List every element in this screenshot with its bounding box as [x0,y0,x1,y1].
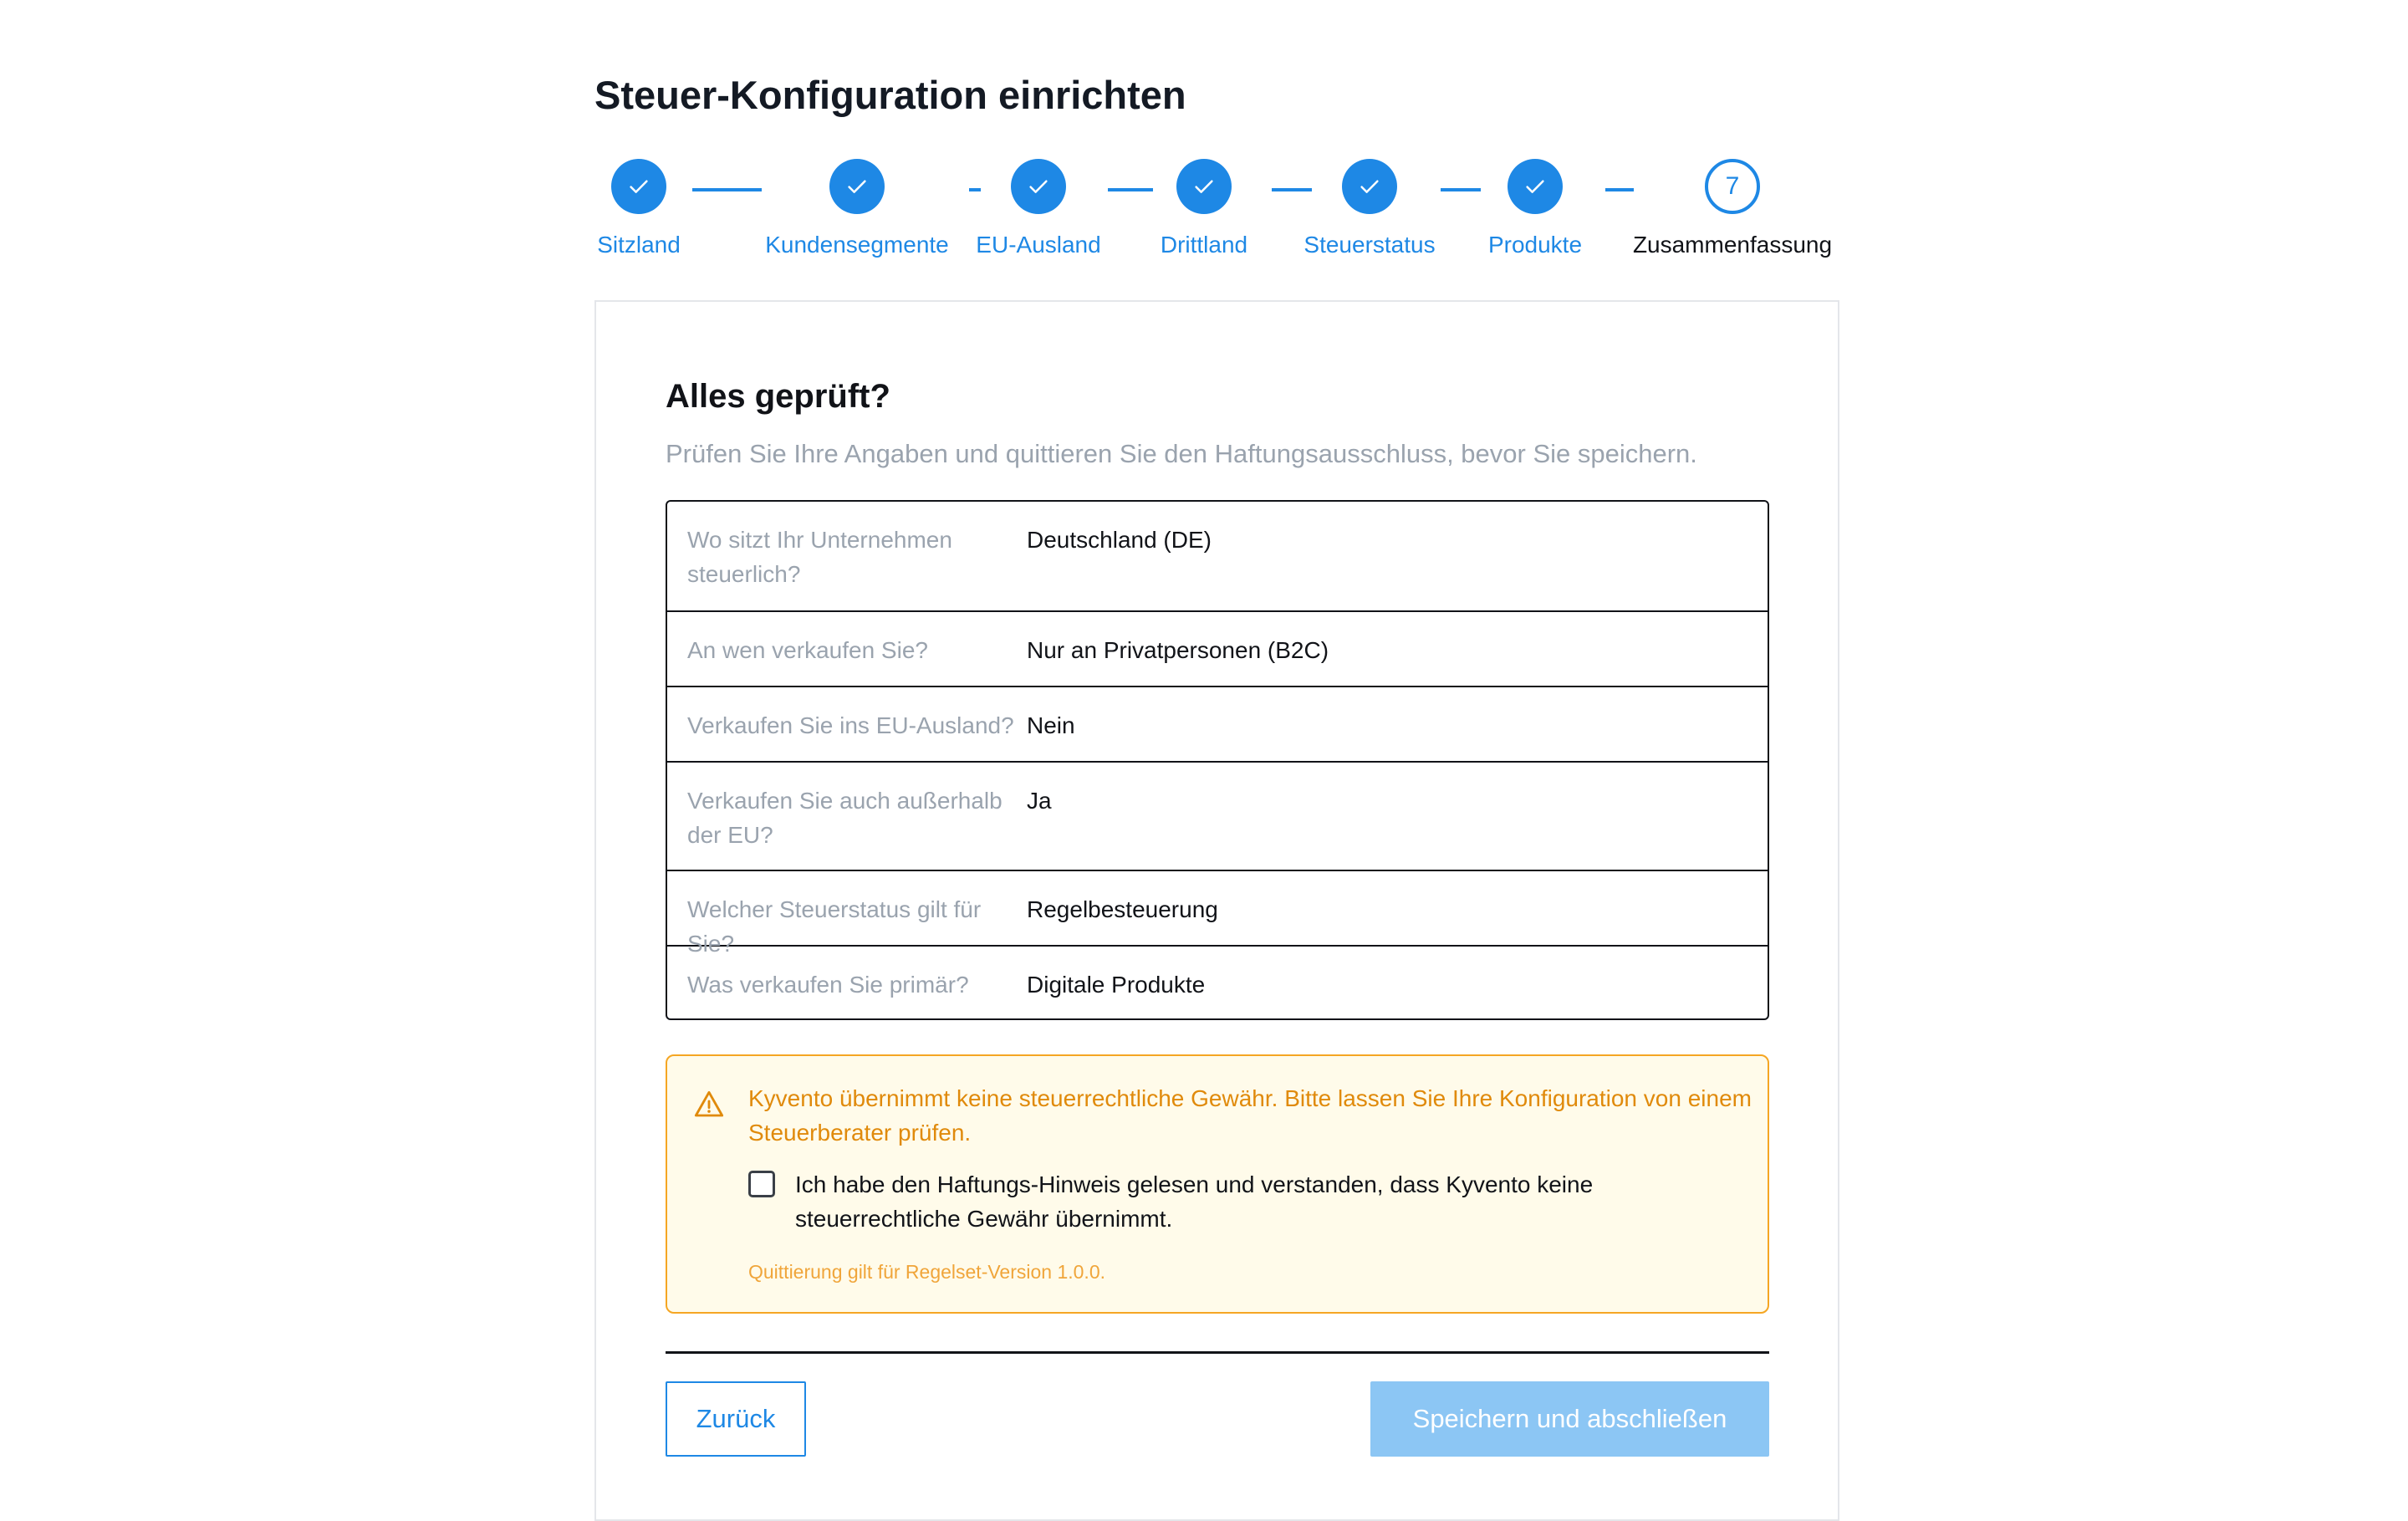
step-completed-badge [1508,159,1563,214]
check-icon [1523,174,1548,199]
warning-icon [692,1088,726,1121]
table-row [667,610,1768,686]
summary-card [594,300,1839,1521]
row-answer: Regelbesteuerung [1027,896,1218,922]
step-completed-badge [829,159,885,214]
acknowledge-checkbox[interactable] [748,1171,775,1197]
row-answer: Digitale Produkte [1027,972,1206,998]
card-title: Alles geprüft? [666,378,890,415]
progress-stepper [594,159,1840,276]
check-icon [1357,174,1382,199]
ruleset-version-note: Quittierung gilt für Regelset-Version 1.0.0. [748,1261,1106,1283]
back-button[interactable]: Zurück [666,1381,806,1457]
step-label: Kundensegmente [765,232,949,258]
step-sitzland[interactable] [522,159,756,259]
step-label: Produkte [1487,232,1583,258]
step-zusammenfassung [1615,159,1849,259]
row-answer: Ja [1027,788,1052,814]
step-label: Sitzland [597,232,681,258]
divider [666,1351,1769,1354]
row-question: An wen verkaufen Sie? [687,637,928,663]
step-label: Drittland [1160,232,1248,258]
row-question: Verkaufen Sie auch außerhalb der EU? [687,788,1002,848]
step-label: Steuerstatus [1303,232,1436,258]
table-row [667,761,1768,870]
check-icon [626,174,651,199]
acknowledge-label[interactable]: Ich habe den Haftungs-Hinweis gelesen und verstanden, dass Kyvento keine steuerrechtliche Gewähr übernimmt. [795,1171,1594,1232]
table-row [667,870,1768,957]
row-question: Welcher Steuerstatus gilt für Sie? [687,896,982,957]
row-question: Wo sitzt Ihr Unternehmen steuerlich? [687,527,952,587]
row-answer: Nein [1027,712,1075,738]
step-number-badge: 7 [1705,159,1760,214]
table-row [667,686,1768,761]
table-row [667,945,1768,1018]
page-title: Steuer-Konfiguration einrichten [594,73,1186,117]
warning-text: Kyvento übernimmt keine steuerrechtliche Gewähr. Bitte lassen Sie Ihre Konfiguration von einem Steuerberater prüfen. [748,1085,1752,1146]
check-icon [1026,174,1051,199]
save-and-finish-button[interactable]: Speichern und abschließen [1370,1381,1769,1457]
liability-warning-box [666,1054,1769,1314]
check-icon [1191,174,1217,199]
summary-table [666,500,1769,1020]
table-row [667,502,1768,610]
row-answer: Nur an Privatpersonen (B2C) [1027,637,1329,663]
step-completed-badge [1342,159,1397,214]
row-question: Was verkaufen Sie primär? [687,972,969,998]
step-completed-badge [611,159,666,214]
card-subtitle: Prüfen Sie Ihre Angaben und quittieren Sie den Haftungsausschluss, bevor Sie speichern. [666,439,1697,468]
step-completed-badge [1176,159,1232,214]
step-label: EU-Ausland [976,232,1101,258]
step-label: Zusammenfassung [1632,232,1833,258]
row-question: Verkaufen Sie ins EU-Ausland? [687,712,1014,738]
row-answer: Deutschland (DE) [1027,527,1212,553]
step-completed-badge [1011,159,1066,214]
check-icon [844,174,870,199]
